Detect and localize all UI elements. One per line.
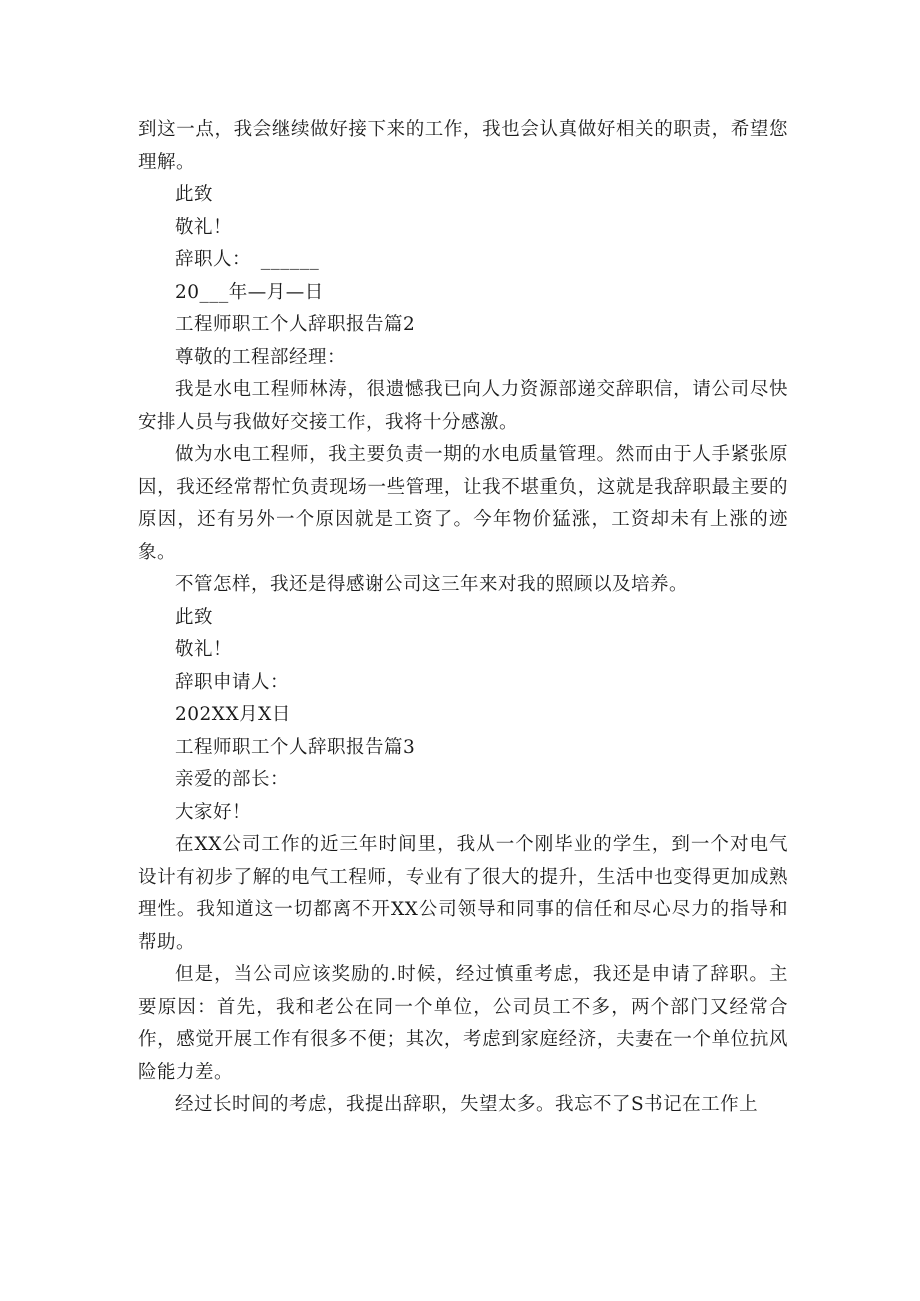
paragraph: 我是水电工程师林涛，很遗憾我已向人力资源部递交辞职信，请公司尽快安排人员与我做好交接工作，我将十分感激。 — [138, 379, 788, 433]
document-body — [138, 114, 788, 1122]
closing-salutation: 此致 — [175, 606, 214, 628]
section-heading: 工程师职工个人辞职报告篇3 — [175, 736, 416, 758]
date-line: 202XX月X日 — [175, 704, 291, 725]
paragraph: 经过长时间的考虑，我提出辞职，失望太多。我忘不了S书记在工作上 — [175, 1094, 759, 1115]
paragraph: 但是，当公司应该奖励的.时候，经过慎重考虑，我还是申请了辞职。主要原因：首先，我和老公在同一个单位，公司员工不多，两个部门又经常合作，感觉开展工作有很多不便；其次，考虑到家庭经济，夫妻在一个单位抗风险能力差。 — [138, 964, 788, 1083]
date-line: 20___年—月—日 — [175, 281, 324, 303]
closing-regards: 敬礼！ — [175, 639, 233, 660]
greeting: 大家好！ — [175, 801, 252, 823]
signature-line: 辞职人： ______ — [175, 249, 320, 270]
section-heading: 工程师职工个人辞职报告篇2 — [175, 314, 416, 335]
paragraph: 不管怎样，我还是得感谢公司这三年来对我的照顾以及培养。 — [175, 574, 689, 595]
closing-regards: 敬礼！ — [175, 216, 233, 238]
paragraph: 做为水电工程师，我主要负责一期的水电质量管理。然而由于人手紧张原因，我还经常帮忙负责现场一些管理，让我不堪重负，这就是我辞职最主要的原因，还有另外一个原因就是工资了。今年物价猛涨，工资却未有上涨的迹象。 — [138, 444, 788, 563]
greeting: 亲爱的部长： — [175, 769, 290, 790]
paragraph: 在XX公司工作的近三年时间里，我从一个刚毕业的学生，到一个对电气设计有初步了解的电气工程师，专业有了很大的提升，生活中也变得更加成熟理性。我知道这一切都离不开XX公司领导和同事的信任和尽心尽力的指导和帮助。 — [138, 834, 788, 953]
closing-salutation: 此致 — [175, 184, 214, 205]
signature-line: 辞职申请人： — [175, 671, 290, 693]
greeting: 尊敬的工程部经理： — [175, 346, 347, 368]
paragraph: 到这一点，我会继续做好接下来的工作，我也会认真做好相关的职责，希望您理解。 — [138, 119, 788, 173]
